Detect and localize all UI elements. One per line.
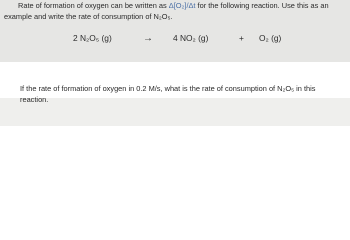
equation-product-2: O₂ (g) xyxy=(259,33,282,43)
problem-text-before: Rate of formation of oxygen can be written as xyxy=(18,1,169,10)
question-line-2: reaction. xyxy=(20,94,49,104)
question-text xyxy=(20,84,340,105)
problem-statement xyxy=(4,0,348,22)
rate-expression: Δ[O₂]/Δt xyxy=(168,1,196,10)
question-line-1: If the rate of formation of oxygen in 0.2 M/s, what is the rate of consumption of N₂O₅ in this xyxy=(20,84,316,93)
equation-reactant: 2 N₂O₅ (g) xyxy=(73,33,112,43)
reaction-arrow-icon: → xyxy=(143,33,153,44)
equation-plus: + xyxy=(239,33,244,43)
chemical-equation xyxy=(0,33,350,47)
problem-text-after: for the following reaction. Use this as an xyxy=(195,1,329,10)
problem-line-1 xyxy=(4,0,348,11)
equation-product-1: 4 NO₂ (g) xyxy=(173,33,209,43)
problem-line-2: example and write the rate of consumption of N₂O₅. xyxy=(4,12,173,21)
